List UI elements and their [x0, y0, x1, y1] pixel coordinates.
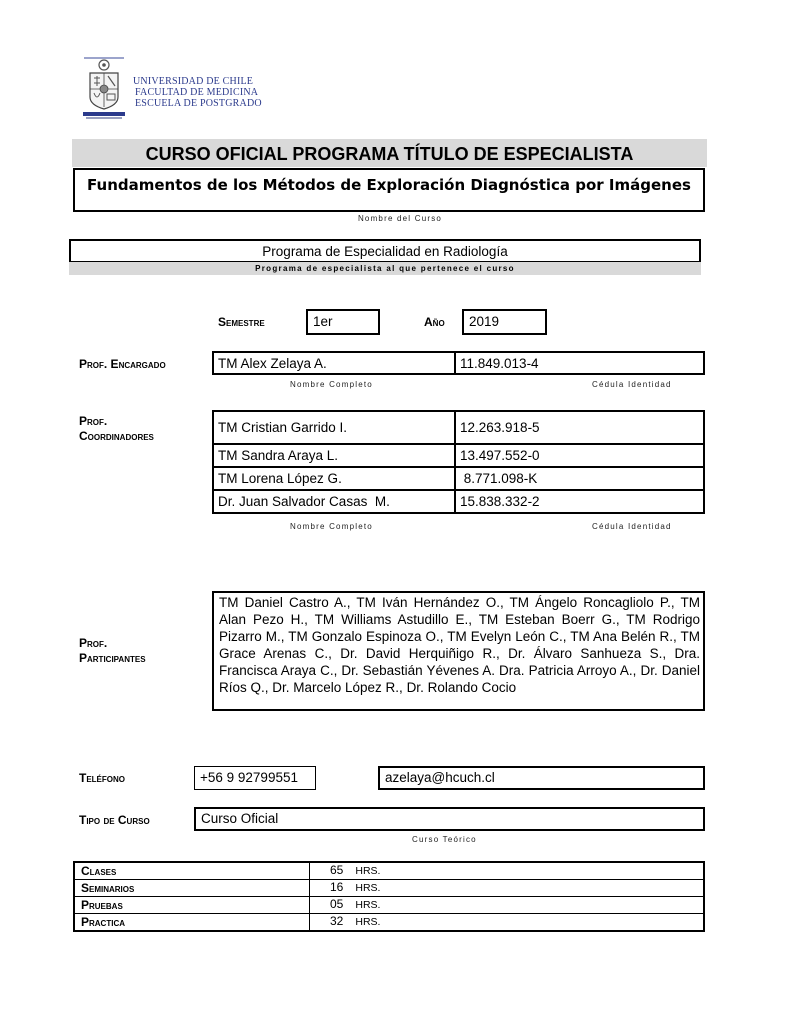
coordinador-name: TM Lorena López G.	[213, 467, 455, 490]
coordinadores-label-line1: Prof.	[79, 414, 108, 428]
table-row	[74, 862, 704, 880]
hours-value: 05	[330, 897, 344, 911]
university-logo	[82, 57, 126, 123]
hours-cell	[310, 880, 705, 897]
coordinadores-table	[212, 410, 705, 514]
hours-label: Seminarios	[74, 880, 310, 897]
coordinador-name: TM Sandra Araya L.	[213, 444, 455, 467]
encargado-label: Prof. Encargado	[79, 357, 166, 371]
year-field: 2019	[462, 309, 547, 335]
hours-value: 32	[330, 914, 344, 928]
participantes-label-line2: Participantes	[79, 651, 146, 665]
coordinador-id: 13.497.552-0	[455, 444, 704, 467]
hours-cell	[310, 897, 705, 914]
hours-value: 65	[330, 863, 344, 877]
year-label: Año	[424, 315, 445, 329]
university-crest-icon	[82, 57, 126, 123]
hours-cell	[310, 862, 705, 880]
coordinadores-label-line2: Coordinadores	[79, 429, 154, 443]
phone-label: Teléfono	[79, 771, 125, 785]
encargado-table	[212, 351, 705, 375]
participantes-field: TM Daniel Castro A., TM Iván Hernández O., TM Ángelo Roncagliolo P., TM Alan Pezo H., TM Williams Astudillo E., TM Esteban Boerr G., TM Rodrigo Pizarro M., TM Gonzalo Espinoza O., TM Evelyn León C., TM Ana Belén R., TM Grace Arenas C., Dr. David Herquiñigo R., Dr. Álvaro Sanhueza S., Dra. Francisca Araya C., Dr. Sebastián Yévenes A. Dra. Patricia Arroyo A., Dr. Daniel Ríos Q., Dr. Marcelo López R., Dr. Rolando Cocio	[212, 591, 705, 711]
encargado-name: TM Alex Zelaya A.	[213, 352, 455, 374]
coordinador-name: TM Cristian Garrido I.	[213, 411, 455, 444]
coordinadores-name-caption: Nombre Completo	[290, 522, 373, 531]
table-row	[213, 444, 704, 467]
table-row	[74, 914, 704, 932]
coordinadores-label	[79, 414, 154, 444]
participantes-label	[79, 636, 146, 666]
institution-name	[133, 76, 262, 109]
hours-label: Practica	[74, 914, 310, 932]
table-row	[213, 411, 704, 444]
email-field: azelaya@hcuch.cl	[378, 766, 705, 790]
faculty-name: FACULTAD DE MEDICINA	[135, 87, 259, 98]
document-title: CURSO OFICIAL PROGRAMA TÍTULO DE ESPECIALISTA	[72, 139, 707, 167]
course-type-label: Tipo de Curso	[79, 813, 150, 827]
coordinador-id: 8.771.098-K	[455, 467, 704, 490]
hours-unit: HRS.	[355, 899, 381, 911]
school-name: ESCUELA DE POSTGRADO	[135, 98, 262, 109]
table-row	[213, 467, 704, 490]
encargado-name-caption: Nombre Completo	[290, 380, 373, 389]
participantes-label-line1: Prof.	[79, 636, 108, 650]
course-type-field: Curso Oficial	[194, 807, 705, 831]
encargado-id-caption: Cédula Identidad	[592, 380, 672, 389]
table-row	[213, 352, 704, 374]
coordinadores-id-caption: Cédula Identidad	[592, 522, 672, 531]
program-name-field: Programa de Especialidad en Radiología	[69, 239, 701, 262]
course-name-caption: Nombre del Curso	[357, 214, 443, 223]
coordinador-id: 15.838.332-2	[455, 490, 704, 513]
hours-unit: HRS.	[355, 882, 381, 894]
hours-label: Clases	[74, 862, 310, 880]
semester-field: 1er	[306, 309, 380, 335]
table-row	[213, 490, 704, 513]
table-row	[74, 880, 704, 897]
hours-label: Pruebas	[74, 897, 310, 914]
coordinador-name: Dr. Juan Salvador Casas M.	[213, 490, 455, 513]
hours-unit: HRS.	[355, 865, 381, 877]
hours-table	[73, 861, 705, 932]
hours-cell	[310, 914, 705, 932]
table-row	[74, 897, 704, 914]
university-name: UNIVERSIDAD DE CHILE	[133, 76, 254, 87]
course-type-caption: Curso Teórico	[412, 835, 477, 844]
hours-unit: HRS.	[355, 916, 381, 928]
program-caption: Programa de especialista al que pertenece el curso	[69, 262, 701, 275]
coordinador-id: 12.263.918-5	[455, 411, 704, 444]
hours-value: 16	[330, 880, 344, 894]
phone-field: +56 9 92799551	[194, 766, 316, 790]
course-name-field: Fundamentos de los Métodos de Exploración Diagnóstica por Imágenes	[73, 168, 705, 212]
encargado-id: 11.849.013-4	[455, 352, 704, 374]
semester-label: Semestre	[218, 315, 265, 329]
